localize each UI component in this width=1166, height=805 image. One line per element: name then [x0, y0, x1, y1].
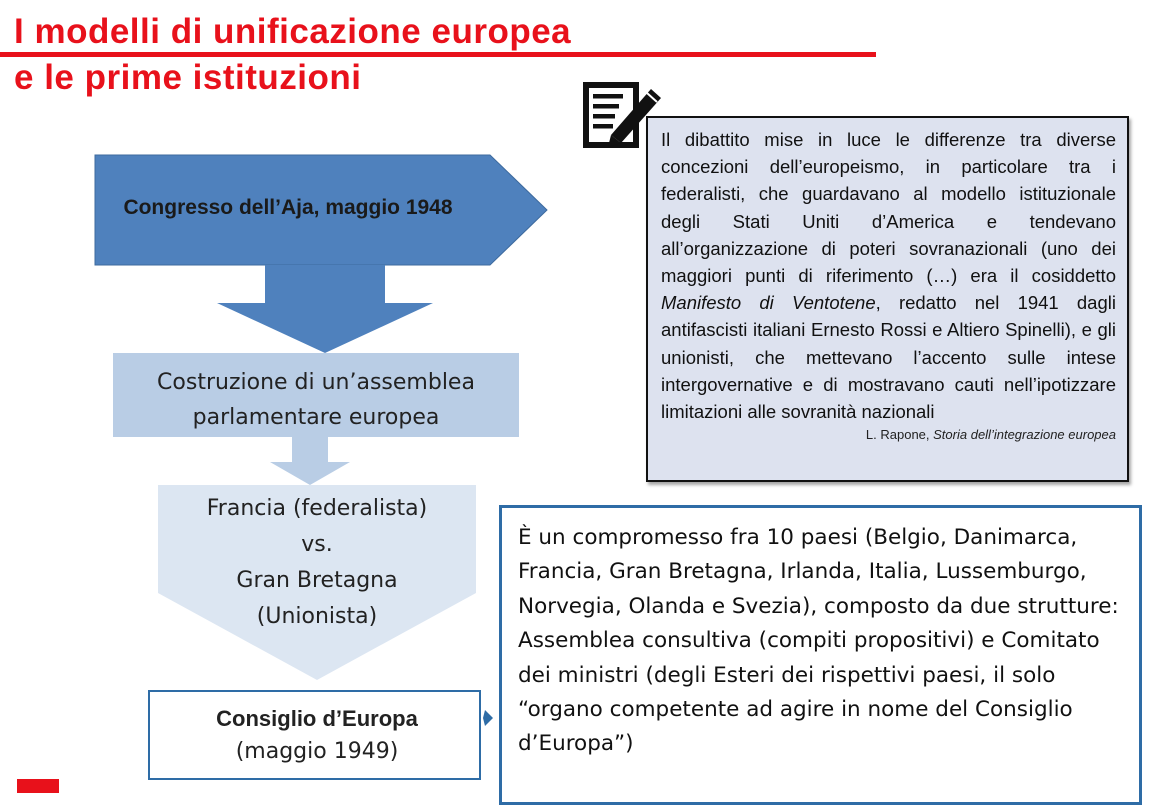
quote-citation — [661, 427, 1116, 442]
page-title-line-1: I modelli di unificazione europea — [14, 12, 572, 51]
council-label — [152, 702, 482, 768]
citation-author: L. Rapone, — [865, 427, 934, 443]
congress-down-arrow — [217, 265, 433, 353]
quote-text — [661, 126, 1116, 425]
assembly-line-1: Costruzione di un’assemblea — [157, 370, 475, 395]
quote-text-part-2: , redatto nel 1941 dagli antifascisti italiani Ernesto Rossi e Altiero Spinelli), e gli unionisti, che mettevano l’accento sulle intese intergovernative e di mostravano cauti nell’ipotizzare limitazioni alle sovranità nazionali — [661, 292, 1116, 423]
council-name: Consiglio d’Europa — [216, 706, 418, 731]
citation-work: Storia dell’integrazione europea — [933, 427, 1116, 443]
versus-line: vs. — [301, 532, 333, 557]
countries-label — [158, 491, 476, 635]
assembly-label — [113, 365, 519, 435]
britain-line: Gran Bretagna — [236, 568, 398, 593]
page-title-line-2: e le prime istituzioni — [14, 58, 362, 97]
compromise-box — [499, 505, 1142, 805]
congress-label: Congresso dell’Aja, maggio 1948 — [123, 196, 453, 219]
council-date: (maggio 1949) — [235, 739, 399, 764]
unionist-line: (Unionista) — [256, 604, 378, 629]
quote-box — [646, 116, 1129, 482]
assembly-down-arrow — [270, 437, 350, 485]
france-line: Francia (federalista) — [206, 496, 428, 521]
quote-text-part-1: Il dibattito mise in luce le differenze tra diverse concezioni dell’europeismo, in particolare tra i federalisti, che guardavano al modello istituzionale degli Stati Uniti d’America e tendevano all’organizzazione di poteri sovranazionali (uno dei maggiori punti di riferimento (…) era il cosiddetto — [661, 129, 1116, 287]
quote-arrow-right — [483, 710, 493, 726]
compromise-text: È un compromesso fra 10 paesi (Belgio, Danimarca, Francia, Gran Bretagna, Irlanda, Italia, Lussemburgo, Norvegia, Olanda e Svezia), composto da due strutture: Assemblea consultiva (compiti propositivi) e Comitato dei ministri (degli Esteri dei rispettivi paesi, il solo “organo competente ad agire in nome del Consiglio d’Europa”) — [518, 525, 1119, 757]
quote-italic-title: Manifesto di Ventotene — [661, 292, 876, 314]
assembly-line-2: parlamentare europea — [192, 405, 440, 430]
